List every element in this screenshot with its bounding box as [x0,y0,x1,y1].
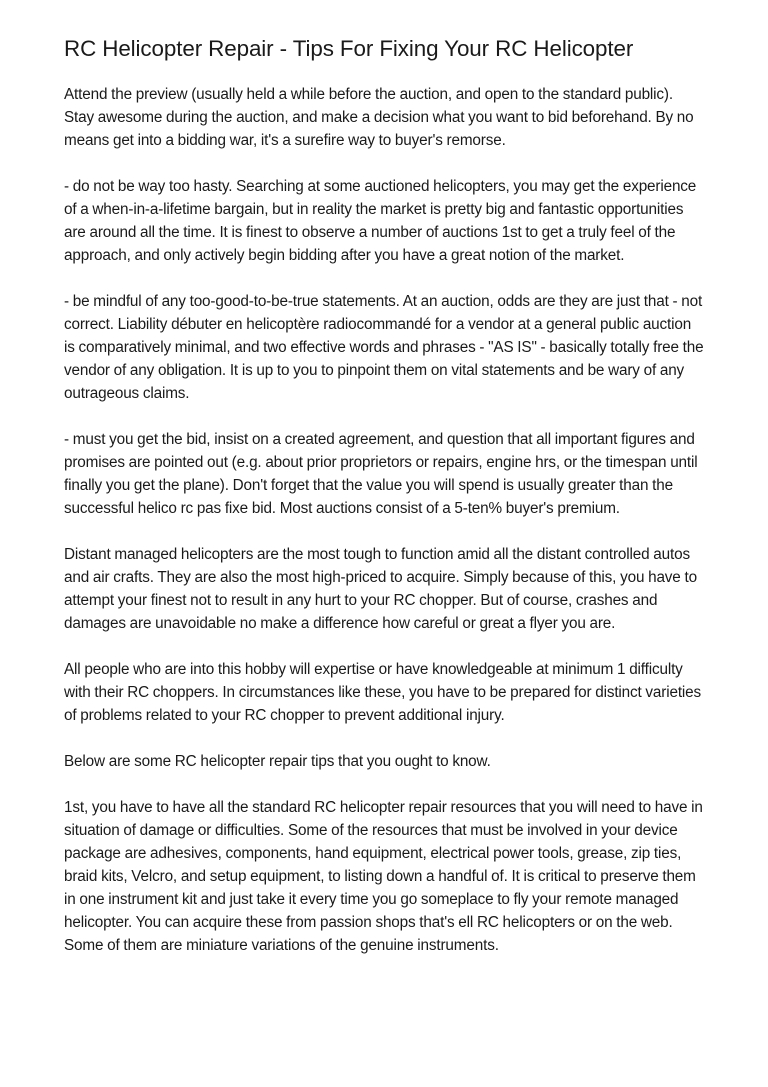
paragraph-agreement: - must you get the bid, insist on a created agreement, and question that all important figures and promises are pointed out (e.g. about prior proprietors or repairs, engine hrs, or the timespan until finally you get the plane). Don't forget that the value you will spend is usually greater than the successful helico rc pas fixe bid. Most auctions consist of a 5-ten% buyer's premium. [64,431,698,517]
paragraph-repair-resources: 1st, you have to have all the standard RC helicopter repair resources that you will need to have in situation of damage or difficulties. Some of the resources that must be involved in your device package are adhesives, components, hand equipment, electrical power tools, grease, zip ties, braid kits, Velcro, and setup equipment, to listing down a handful of. It is critical to preserve them in one instrument kit and just take it every time you go someplace to fly your remote managed helicopter. You can acquire these from passion shops that's ell RC helicopters or on the web. Some of them are miniature variations of the genuine instruments. [64,799,703,954]
paragraph-distant-managed: Distant managed helicopters are the most tough to function amid all the distant controlled autos and air crafts. They are also the most high-priced to acquire. Simply because of this, you have to attempt your finest not to result in any hurt to your RC chopper. But of course, crashes and damages are unavoidable no make a difference how careful or great a flyer you are. [64,546,697,632]
paragraph-hobby: All people who are into this hobby will expertise or have knowledgeable at minimum 1 difficulty with their RC choppers. In circumstances like these, you have to be prepared for distinct varieties of problems related to your RC chopper to prevent additional injury. [64,661,702,724]
paragraph-preview: Attend the preview (usually held a while before the auction, and open to the standard public). Stay awesome during the auction, and make a decision what you want to bid beforehand. By no means get into a bidding war, it's a surefire way to buyer's remorse. [64,86,694,149]
paragraph-statements: - be mindful of any too-good-to-be-true statements. At an auction, odds are they are just that - not correct. Liability débuter en helicoptère radiocommandé for a vendor at a general public auction is comparatively minimal, and two effective words and phrases - "AS IS" - basically totally free the vendor of any obligation. It is up to you to pinpoint them on vital statements and be wary of any outrageous claims. [64,293,704,402]
document-page [64,34,704,980]
document-title: RC Helicopter Repair - Tips For Fixing Your RC Helicopter [64,36,634,61]
paragraph-tips-intro: Below are some RC helicopter repair tips that you ought to know. [64,753,491,770]
paragraph-hasty: - do not be way too hasty. Searching at some auctioned helicopters, you may get the experience of a when-in-a-lifetime bargain, but in reality the market is pretty big and fantastic opportunities are around all the time. It is finest to observe a number of auctions 1st to get a truly feel of the approach, and only actively begin bidding after you have a great notion of the market. [64,178,697,264]
